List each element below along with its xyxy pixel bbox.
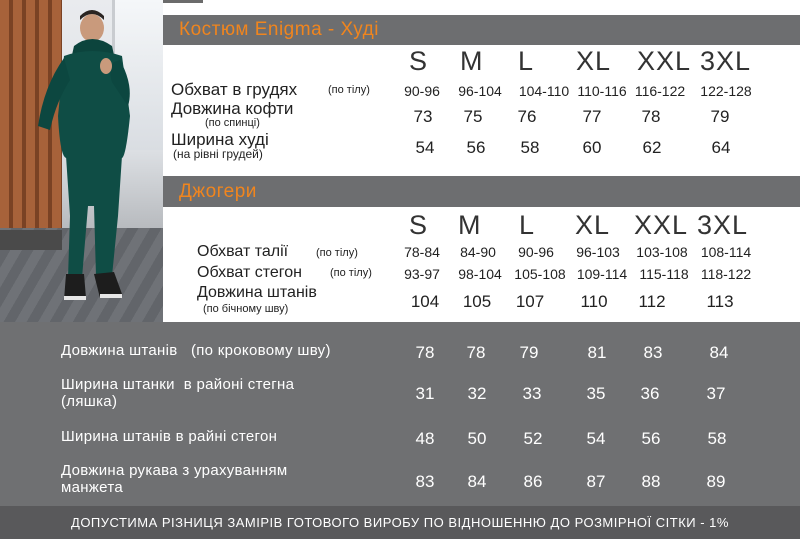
inseam-l: 79 [519,343,539,362]
waist-l: 90-96 [518,244,554,260]
chest-l: 104-110 [518,83,570,99]
width-label: Ширина худі [171,130,269,149]
sleeve-length-label: Довжина рукава з урахуванням манжета [61,462,288,496]
joggers-title: Джогери [179,181,257,202]
hips-xxl: 115-118 [639,266,689,282]
hip-width-label: Ширина штанів в райні стегон [61,428,278,445]
hip-width-3xl: 58 [707,429,727,448]
sleeve-xxl: 88 [641,472,661,491]
inseam-xl: 81 [587,343,607,362]
length-note: (по спинці) [205,117,260,129]
inseam-label: Довжина штанів (по кроковому шву) [61,342,331,359]
length-m: 75 [463,107,483,126]
sleeve-s: 83 [415,472,435,491]
joggers-title-band [163,176,800,207]
model-photo [0,0,163,322]
inseam-3xl: 84 [709,343,729,362]
hoodie-title-band [163,15,800,45]
hoodie-size-l: L [518,46,535,76]
hips-note: (по тілу) [330,267,372,279]
hip-width-l: 52 [523,429,543,448]
width-s: 54 [415,138,435,157]
chest-xl: 110-116 [577,83,627,99]
sleeve-m: 84 [467,472,487,491]
length-s: 73 [413,107,433,126]
joggers-size-s: S [409,210,429,240]
thigh-3xl: 37 [706,384,726,403]
waist-xl: 96-103 [576,244,620,260]
chest-xxl: 116-122 [634,83,686,99]
joggers-size-m: M [458,210,482,240]
hips-l: 105-108 [514,266,566,282]
model-figure [30,6,140,312]
length-xxl: 78 [641,107,661,126]
pants-length-note: (по бічному шву) [203,303,289,315]
hips-3xl: 118-122 [700,266,752,282]
width-l: 58 [520,138,540,157]
hip-width-xxl: 56 [641,429,661,448]
sleeve-l: 86 [523,472,543,491]
thigh-xxl: 36 [640,384,660,403]
thigh-width-label: Ширина штанки в районі стегна (ляшка) [61,376,295,410]
joggers-size-3xl: 3XL [697,210,749,240]
hip-width-s: 48 [415,429,435,448]
top-rule [163,0,800,12]
waist-3xl: 108-114 [700,244,752,260]
extra-measurements [0,322,800,506]
chest-s: 90-96 [404,83,440,99]
hoodie-size-3xl: 3XL [700,46,752,76]
hips-xl: 109-114 [576,266,628,282]
hips-m: 98-104 [458,266,502,282]
hoodie-size-m: M [460,46,484,76]
chest-label: Обхват в грудях [171,80,298,99]
joggers-size-l: L [519,210,536,240]
thigh-l: 33 [522,384,542,403]
pants-length-label: Довжина штанів [197,284,317,301]
inseam-m: 78 [466,343,486,362]
hoodie-size-s: S [409,46,429,76]
hoodie-size-xxl: XXL [637,46,692,76]
waist-s: 78-84 [404,244,440,260]
hips-s: 93-97 [404,266,440,282]
chest-3xl: 122-128 [700,83,752,99]
thigh-s: 31 [415,384,435,403]
length-l: 76 [517,107,537,126]
inseam-s: 78 [415,343,435,362]
hips-label: Обхват стегон [197,264,302,281]
pants-length-xl: 110 [580,292,608,311]
waist-xxl: 103-108 [636,244,688,260]
chest-note: (по тілу) [328,84,370,96]
hip-width-xl: 54 [586,429,606,448]
waist-note: (по тілу) [316,247,358,259]
width-note: (на рівні грудей) [173,147,263,161]
width-xxl: 62 [642,138,662,157]
length-label: Довжина кофти [171,99,294,118]
tolerance-note: ДОПУСТИМА РІЗНИЦЯ ЗАМІРІВ ГОТОВОГО ВИРОБУ ПО ВІДНОШЕННЮ ДО РОЗМІРНОЇ СІТКИ - 1% [0,506,800,539]
pants-length-3xl: 113 [706,292,734,311]
waist-label: Обхват талії [197,243,289,260]
sleeve-3xl: 89 [706,472,726,491]
width-3xl: 64 [711,138,731,157]
joggers-size-xl: XL [575,210,611,240]
joggers-size-xxl: XXL [634,210,689,240]
hoodie-title: Костюм Enigma - Худі [179,19,379,40]
width-m: 56 [466,138,486,157]
chest-m: 96-104 [458,83,502,99]
pants-length-l: 107 [515,292,545,311]
thigh-xl: 35 [586,384,606,403]
hoodie-size-xl: XL [576,46,612,76]
hip-width-m: 50 [467,429,487,448]
pants-length-xxl: 112 [638,292,666,311]
width-xl: 60 [582,138,602,157]
inseam-xxl: 83 [643,343,663,362]
length-xl: 77 [582,107,602,126]
pants-length-s: 104 [410,292,440,311]
length-3xl: 79 [710,107,730,126]
thigh-m: 32 [467,384,487,403]
waist-m: 84-90 [460,244,496,260]
pants-length-m: 105 [462,292,492,311]
sleeve-xl: 87 [586,472,606,491]
